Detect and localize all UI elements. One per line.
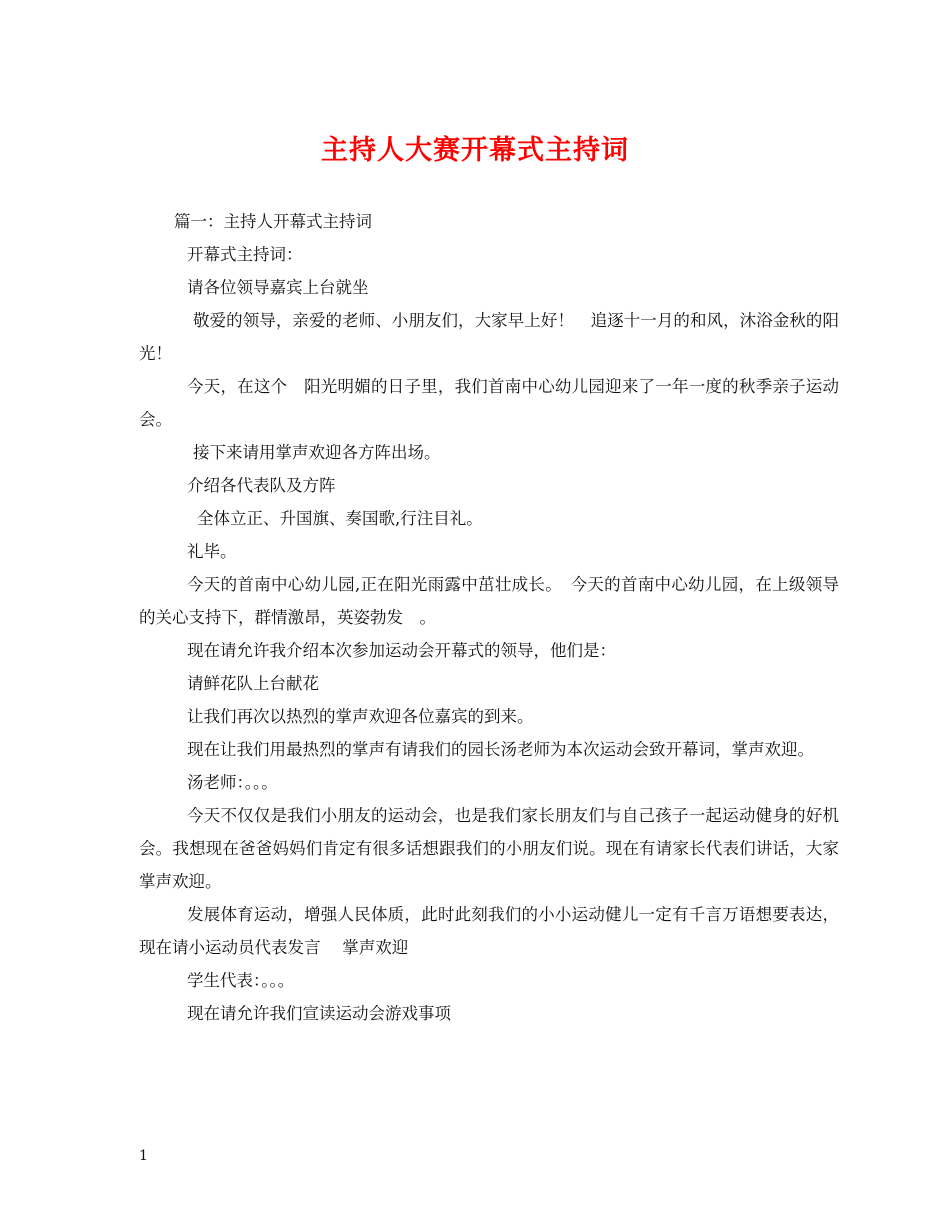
paragraph: 今天不仅仅是我们小朋友的运动会，也是我们家长朋友们与自己孩子一起运动健身的好机会。我想现在爸爸妈妈们肯定有很多话想跟我们的小朋友们说。现在有请家长代表们讲话，大家掌声欢迎。 [139,806,839,891]
paragraph-section-heading: 篇一：主持人开幕式主持词 [174,212,372,231]
paragraph: 全体立正、升国旗、奏国歌,行注目礼。 [197,509,483,528]
paragraph: 请鲜花队上台献花 [187,674,319,693]
page-number: 1 [139,1148,148,1164]
paragraph: 现在让我们用最热烈的掌声有请我们的园长汤老师为本次运动会致开幕词，掌声欢迎。 [187,740,814,759]
document-body [139,205,839,1030]
paragraph: 介绍各代表队及方阵 [187,476,336,495]
paragraph: 现在请允许我介绍本次参加运动会开幕式的领导，他们是： [187,641,616,660]
paragraph: 敬爱的领导，亲爱的老师、小朋友们，大家早上好！ 追逐十一月的和风，沐浴金秋的阳光！ [139,311,839,363]
paragraph: 发展体育运动，增强人民体质，此时此刻我们的小小运动健儿一定有千言万语想要表达，现在请小运动员代表发言 掌声欢迎 [139,905,839,957]
paragraph: 接下来请用掌声欢迎各方阵出场。 [193,443,441,462]
paragraph: 学生代表：。。。 [187,971,295,990]
document-title: 主持人大赛开幕式主持词 [321,135,629,166]
paragraph: 开幕式主持词： [187,245,303,264]
paragraph: 礼毕。 [187,542,237,561]
paragraph: 请各位领导嘉宾上台就坐 [187,278,369,297]
paragraph: 汤老师：。。。 [187,773,278,792]
paragraph: 今天的首南中心幼儿园,正在阳光雨露中茁壮成长。 今天的首南中心幼儿园，在上级领导的关心支持下，群情激昂，英姿勃发 。 [139,575,839,627]
paragraph: 今天，在这个 阳光明媚的日子里，我们首南中心幼儿园迎来了一年一度的秋季亲子运动会。 [139,377,839,429]
paragraph: 现在请允许我们宣读运动会游戏事项 [187,1004,451,1023]
paragraph: 让我们再次以热烈的掌声欢迎各位嘉宾的到来。 [187,707,534,726]
